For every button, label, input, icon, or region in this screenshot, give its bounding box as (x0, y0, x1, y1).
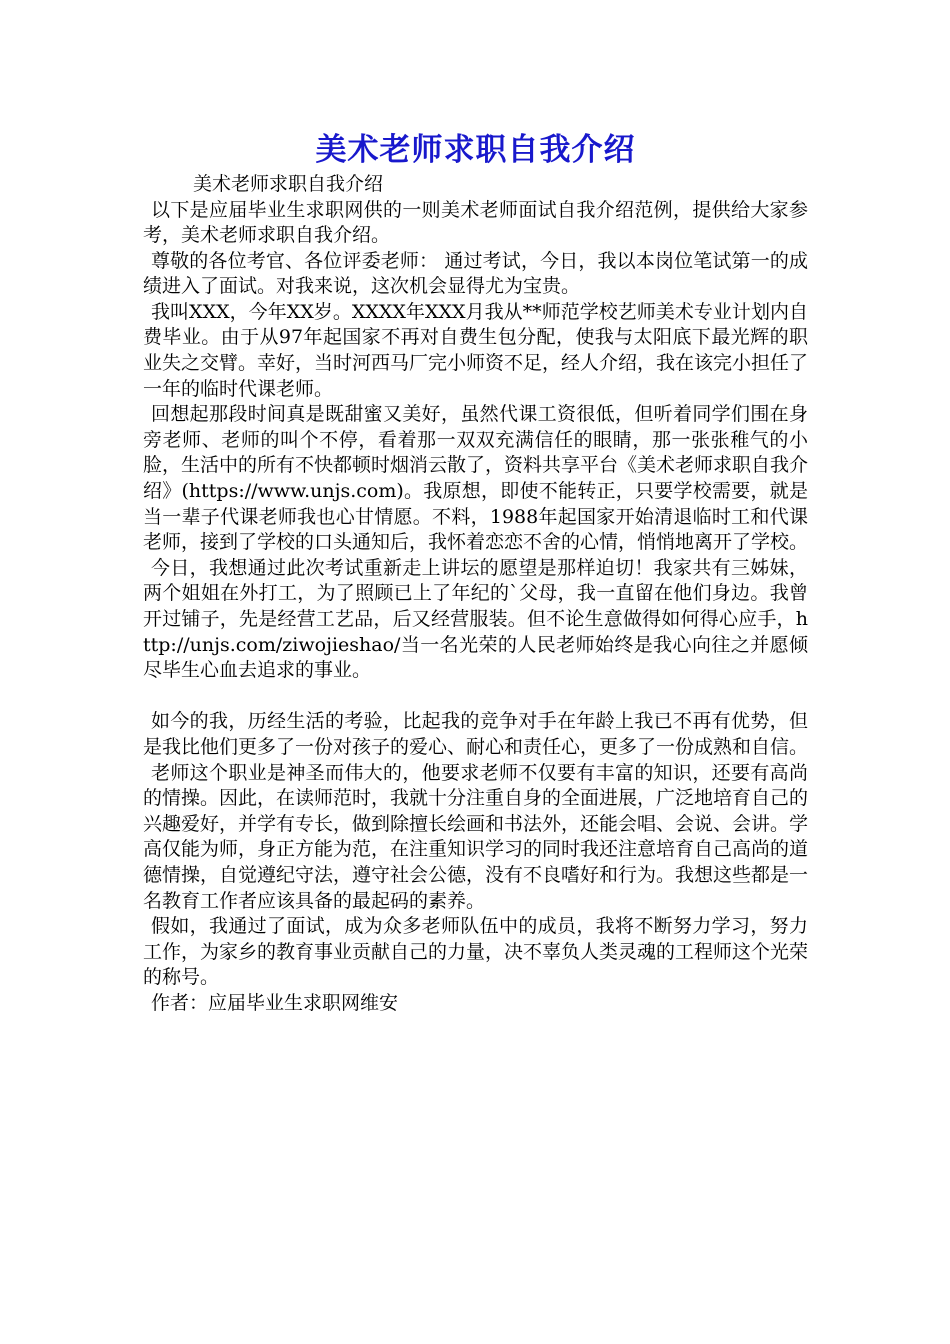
document-title: 美术老师求职自我介绍 (315, 132, 636, 168)
paragraph-greeting: 尊敬的各位考官、各位评委老师： 通过考试，今日，我以本岗位笔试第一的成绩进入了面试。对我来说，这次机会显得尤为宝贵。 (143, 249, 808, 298)
document-subtitle: 美术老师求职自我介绍 (193, 173, 384, 195)
paragraph-author: 作者：应届毕业生求职网维安 (151, 991, 399, 1014)
paragraph-intro: 以下是应届毕业生求职网供的一则美术老师面试自我介绍范例，提供给大家参考，美术老师求职自我介绍。 (143, 198, 808, 247)
paragraph-pledge: 假如，我通过了面试，成为众多老师队伍中的成员，我将不断努力学习，努力工作，为家乡的教育事业贡献自己的力量，决不辜负人类灵魂的工程师这个光荣的称号。 (143, 915, 809, 989)
document-page (143, 128, 808, 1017)
paragraph-present: 如今的我，历经生活的考验，比起我的竞争对手在年龄上我已不再有优势，但是我比他们更多了一份对孩子的爱心、耐心和责任心，更多了一份成熟和自信。 (143, 710, 809, 758)
paragraph-profession: 老师这个职业是神圣而伟大的，他要求老师不仅要有丰富的知识，还要有高尚的情操。因此，在读师范时，我就十分注重自身的全面进展，广泛地培育自己的兴趣爱好，并学有专长，做到除擅长绘画和书法外，还能会唱、会说、会讲。学高仅能为师，身正方能为范，在注重知识学习的同时我还注意培育自己高尚的道德情操，自觉遵纪守法，遵守社会公德，没有不良嗜好和行为。我想这些都是一名教育工作者应该具备的最起码的素养。 (143, 761, 809, 912)
paragraph-background: 我叫XXX，今年XX岁。XXXX年XXX月我从**师范学校艺师美术专业计划内自费毕业。由于从97年起国家不再对自费生包分配，使我与太阳底下最光辉的职业失之交臂。幸好，当时河西马厂完小师资不足，经人介绍，我在该完小担任了一年的临时代课老师。 (143, 300, 809, 400)
paragraph-aspiration: 今日，我想通过此次考试重新走上讲坛的愿望是那样迫切！我家共有三姊妹，两个姐姐在外打工，为了照顾已上了年纪的`父母，我一直留在他们身边。我曾开过铺子，先是经营工艺品，后又经营服装。但不论生意做得如何得心应手，http://unjs.com/ziwojieshao/当一名光荣的人民老师始终是我心向往之并愿倾尽毕生心血去追求的事业。 (143, 556, 808, 682)
paragraph-memories: 回想起那段时间真是既甜蜜又美好，虽然代课工资很低，但听着同学们围在身旁老师、老师的叫个不停，看着那一双双充满信任的眼睛，那一张张稚气的小脸，生活中的所有不快都顿时烟消云散了，资料共享平台《美术老师求职自我介绍》(https://www.unjs.com)。我原想，即使不能转正，只要学校需要，就是当一辈子代课老师我也心甘情愿。不料，1988年起国家开始清退临时工和代课老师，接到了学校的口头通知后，我怀着恋恋不舍的心情，悄悄地离开了学校。 (143, 403, 809, 554)
paragraph-spacer (143, 684, 808, 710)
